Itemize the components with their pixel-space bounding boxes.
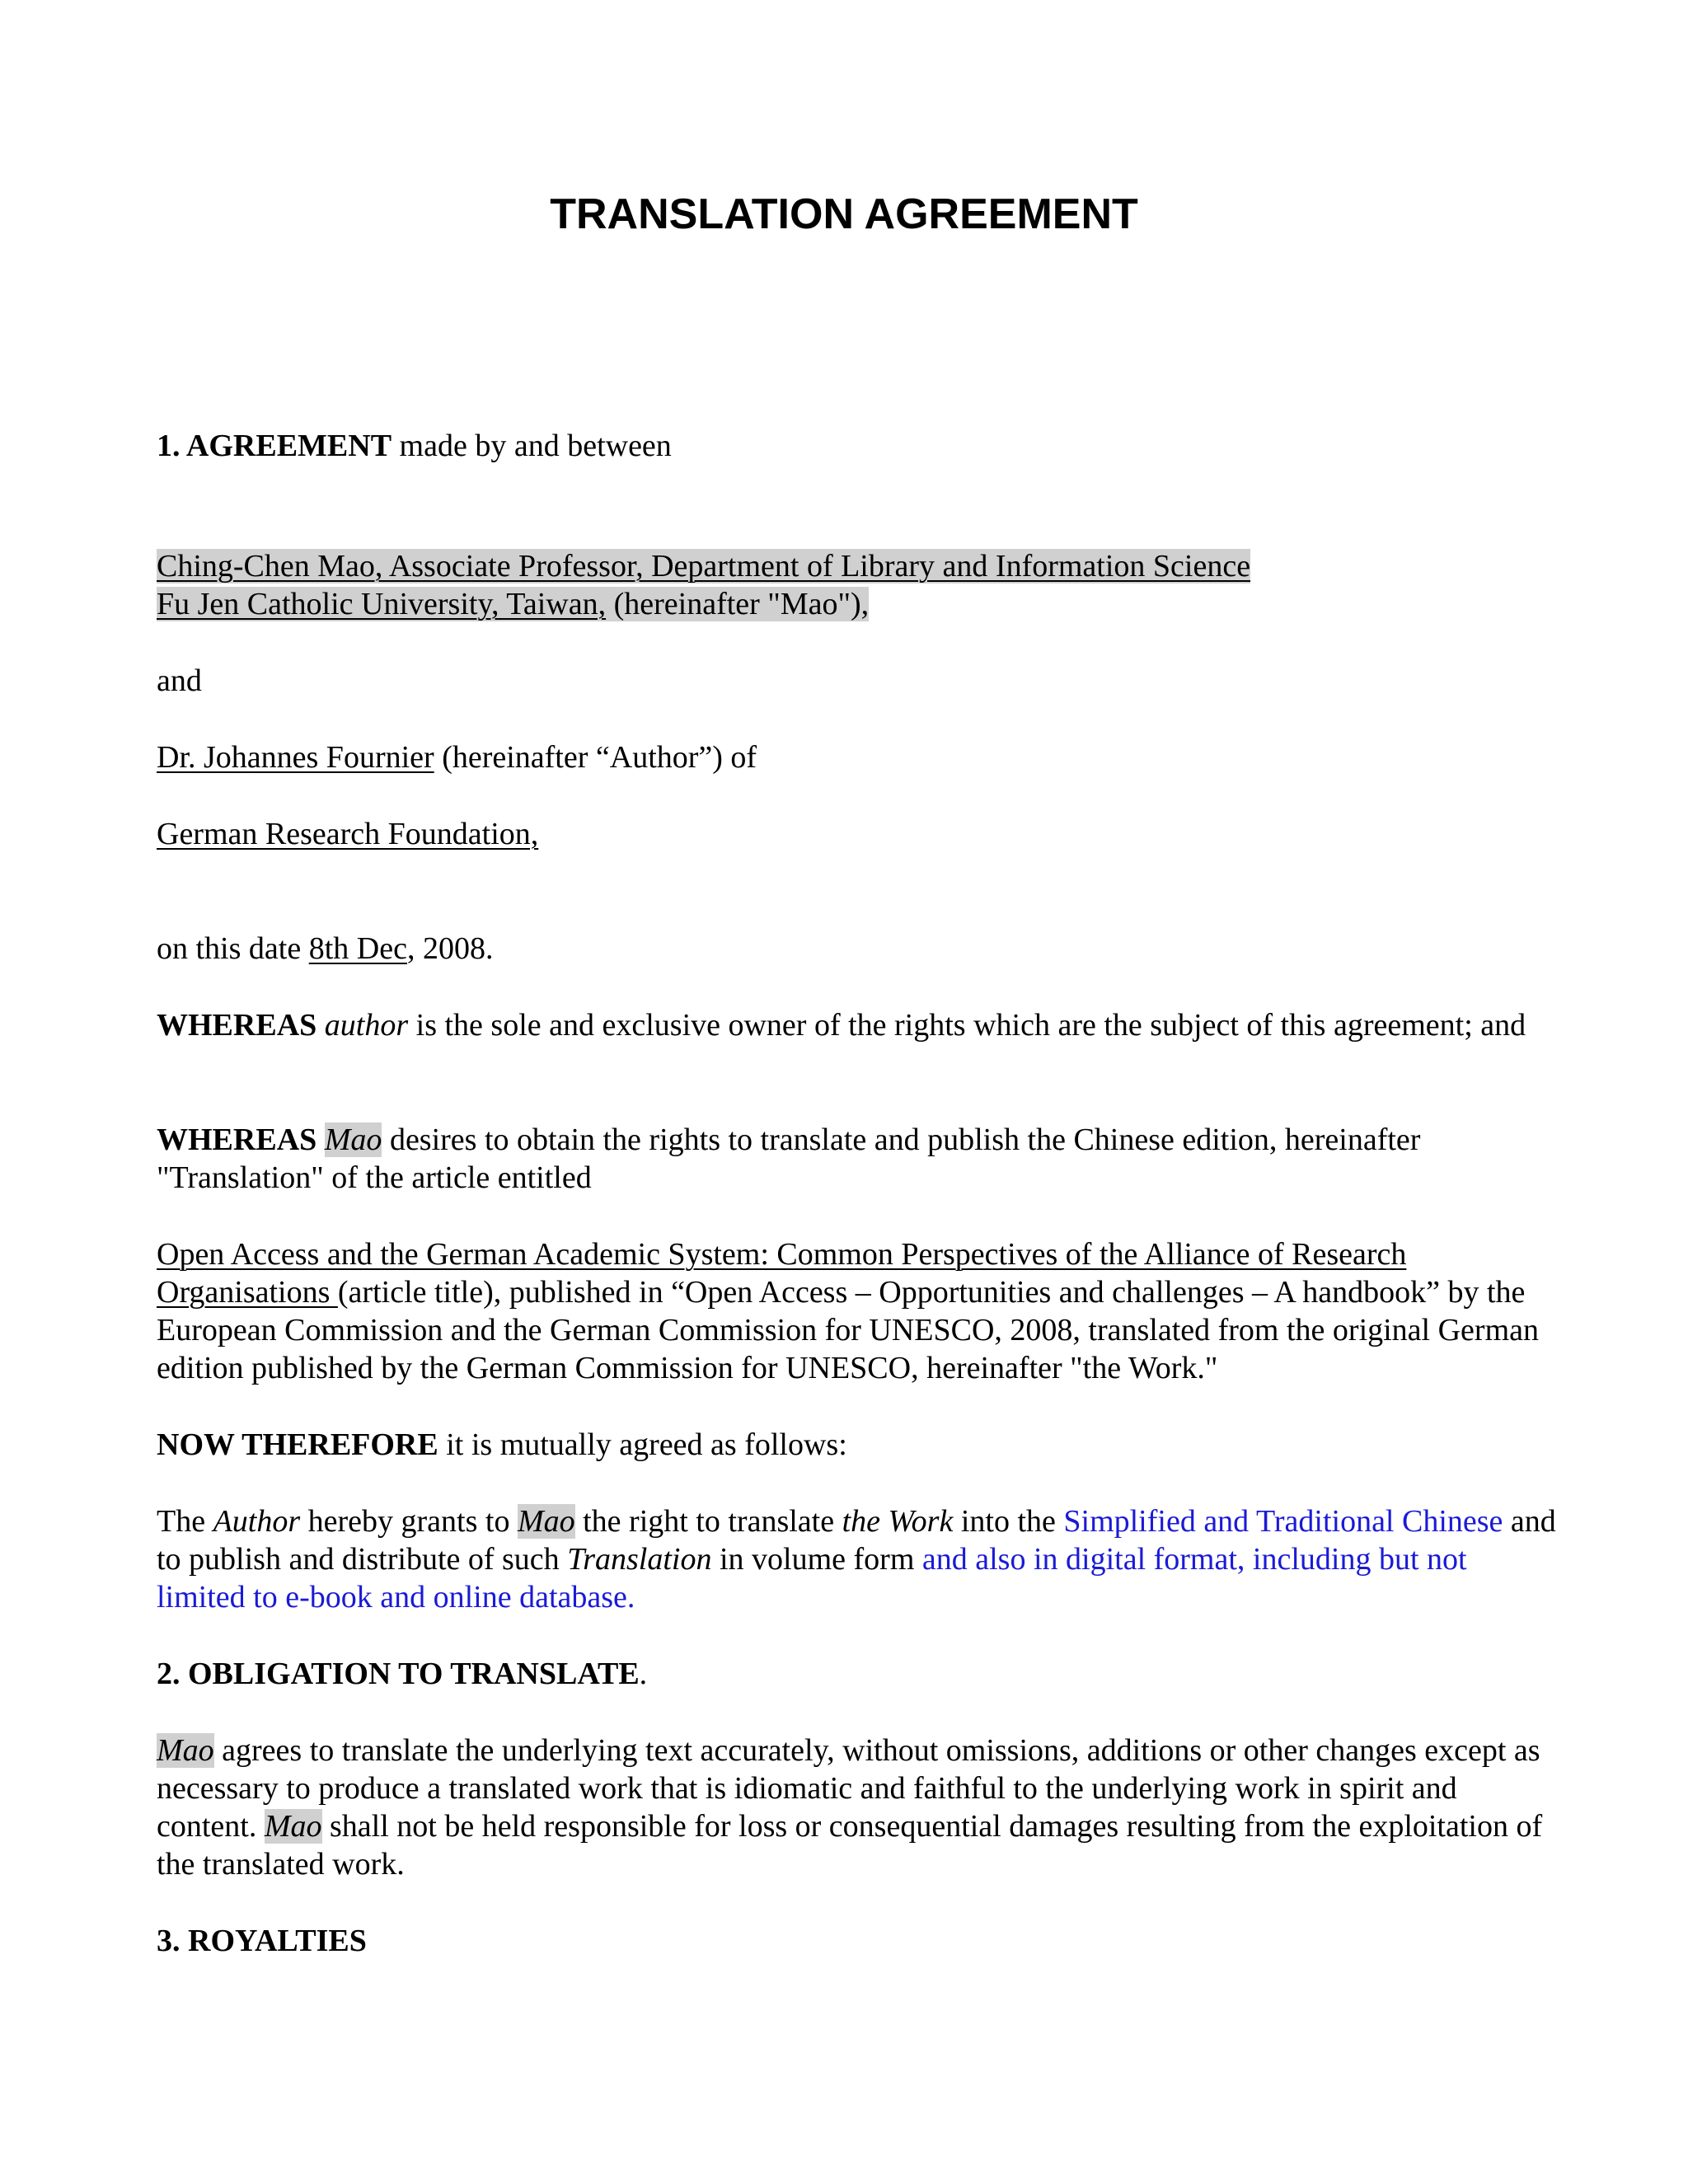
document-title: TRANSLATION AGREEMENT: [550, 190, 1138, 238]
grant-text-5: and to publish and distribute of such: [157, 1504, 1556, 1577]
grant-text-3: the right to translate: [574, 1504, 842, 1539]
whereas-1-keyword: WHEREAS: [157, 1008, 317, 1043]
grant-text-4: into the: [953, 1504, 1064, 1539]
article-details: (article title), published in “Open Access – Opportunities and challenges – A handbook” by the European Commission and the German Commission for UNESCO, 2008, translated from the original German edition published by the German Commission for UNESCO, hereinafter "the Work.": [157, 1275, 1539, 1385]
party-2-name: Dr. Johannes Fournier: [157, 740, 434, 775]
grant-translation: Translation: [567, 1542, 712, 1577]
date-prefix: on this date: [157, 931, 309, 966]
grant-digital-format: and also in digital format, including but not limited to e-book and online database.: [157, 1542, 1467, 1615]
obligation-clause: [157, 1732, 1558, 1883]
whereas-2-keyword: WHEREAS: [157, 1122, 317, 1157]
section-1-heading-rest: made by and between: [392, 429, 672, 463]
date-line: [157, 930, 1558, 968]
section-3-heading: 3. ROYALTIES: [157, 1924, 367, 1958]
section-3-heading-line: [157, 1922, 1558, 1960]
grant-author: Author: [213, 1504, 301, 1539]
grant-languages: Simplified and Traditional Chinese: [1063, 1504, 1503, 1539]
obligation-mao-1: Mao: [157, 1733, 214, 1768]
section-2-heading: 2. OBLIGATION TO TRANSLATE: [157, 1657, 640, 1691]
section-2-heading-line: [157, 1655, 1558, 1693]
now-therefore-keyword: NOW THEREFORE: [157, 1427, 438, 1462]
grant-work: the Work: [842, 1504, 954, 1539]
grant-text-1: The: [157, 1504, 213, 1539]
section-1-heading: 1. AGREEMENT: [157, 429, 392, 463]
party-1-hereinafter: (hereinafter "Mao"),: [606, 587, 870, 621]
whereas-1-text: is the sole and exclusive owner of the rights which are the subject of this agreement; and: [408, 1008, 1526, 1043]
and-connector: and: [157, 663, 202, 698]
party-2-organization-line: [157, 815, 1558, 853]
whereas-2-subject: Mao: [324, 1122, 382, 1157]
whereas-1: [157, 1006, 1558, 1044]
party-1-line-1: Ching-Chen Mao, Associate Professor, Department of Library and Information Science: [157, 549, 1251, 583]
agreement-date: 8th Dec: [308, 931, 407, 966]
section-1-heading-line: [157, 427, 1558, 465]
grant-mao: Mao: [517, 1504, 575, 1539]
party-2-organization: German Research Foundation,: [157, 817, 539, 851]
obligation-text-1: agrees to translate the underlying text accurately, without omissions, additions or other changes except as necessary to produce a translated work that is idiomatic and faithful to the underlying work in spirit and content.: [157, 1733, 1540, 1844]
section-2-heading-period: .: [639, 1657, 648, 1691]
party-2-hereinafter: (hereinafter “Author”) of: [434, 740, 757, 775]
grant-text-2: hereby grants to: [300, 1504, 518, 1539]
grant-text-6: in volume form: [711, 1542, 922, 1577]
now-therefore-text: it is mutually agreed as follows:: [438, 1427, 847, 1462]
party-1-university: Fu Jen Catholic University, Taiwan,: [157, 587, 607, 621]
party-2-line: [157, 738, 1558, 776]
obligation-text-2: shall not be held responsible for loss or consequential damages resulting from the exploitation of the translated work.: [157, 1809, 1543, 1882]
obligation-mao-2: Mao: [264, 1809, 322, 1844]
grant-clause: [157, 1502, 1558, 1616]
whereas-2-text: desires to obtain the rights to translate and publish the Chinese edition, hereinafter "Translation" of the article entitled: [157, 1122, 1421, 1195]
party-1-block: [157, 547, 1558, 623]
article-description: [157, 1235, 1558, 1387]
article-title: Open Access and the German Academic System: Common Perspectives of the Alliance of Research Organisations: [157, 1237, 1407, 1310]
whereas-1-subject: author: [324, 1008, 409, 1043]
date-suffix: , 2008.: [406, 931, 494, 966]
whereas-2: [157, 1121, 1558, 1197]
now-therefore: [157, 1426, 1558, 1464]
